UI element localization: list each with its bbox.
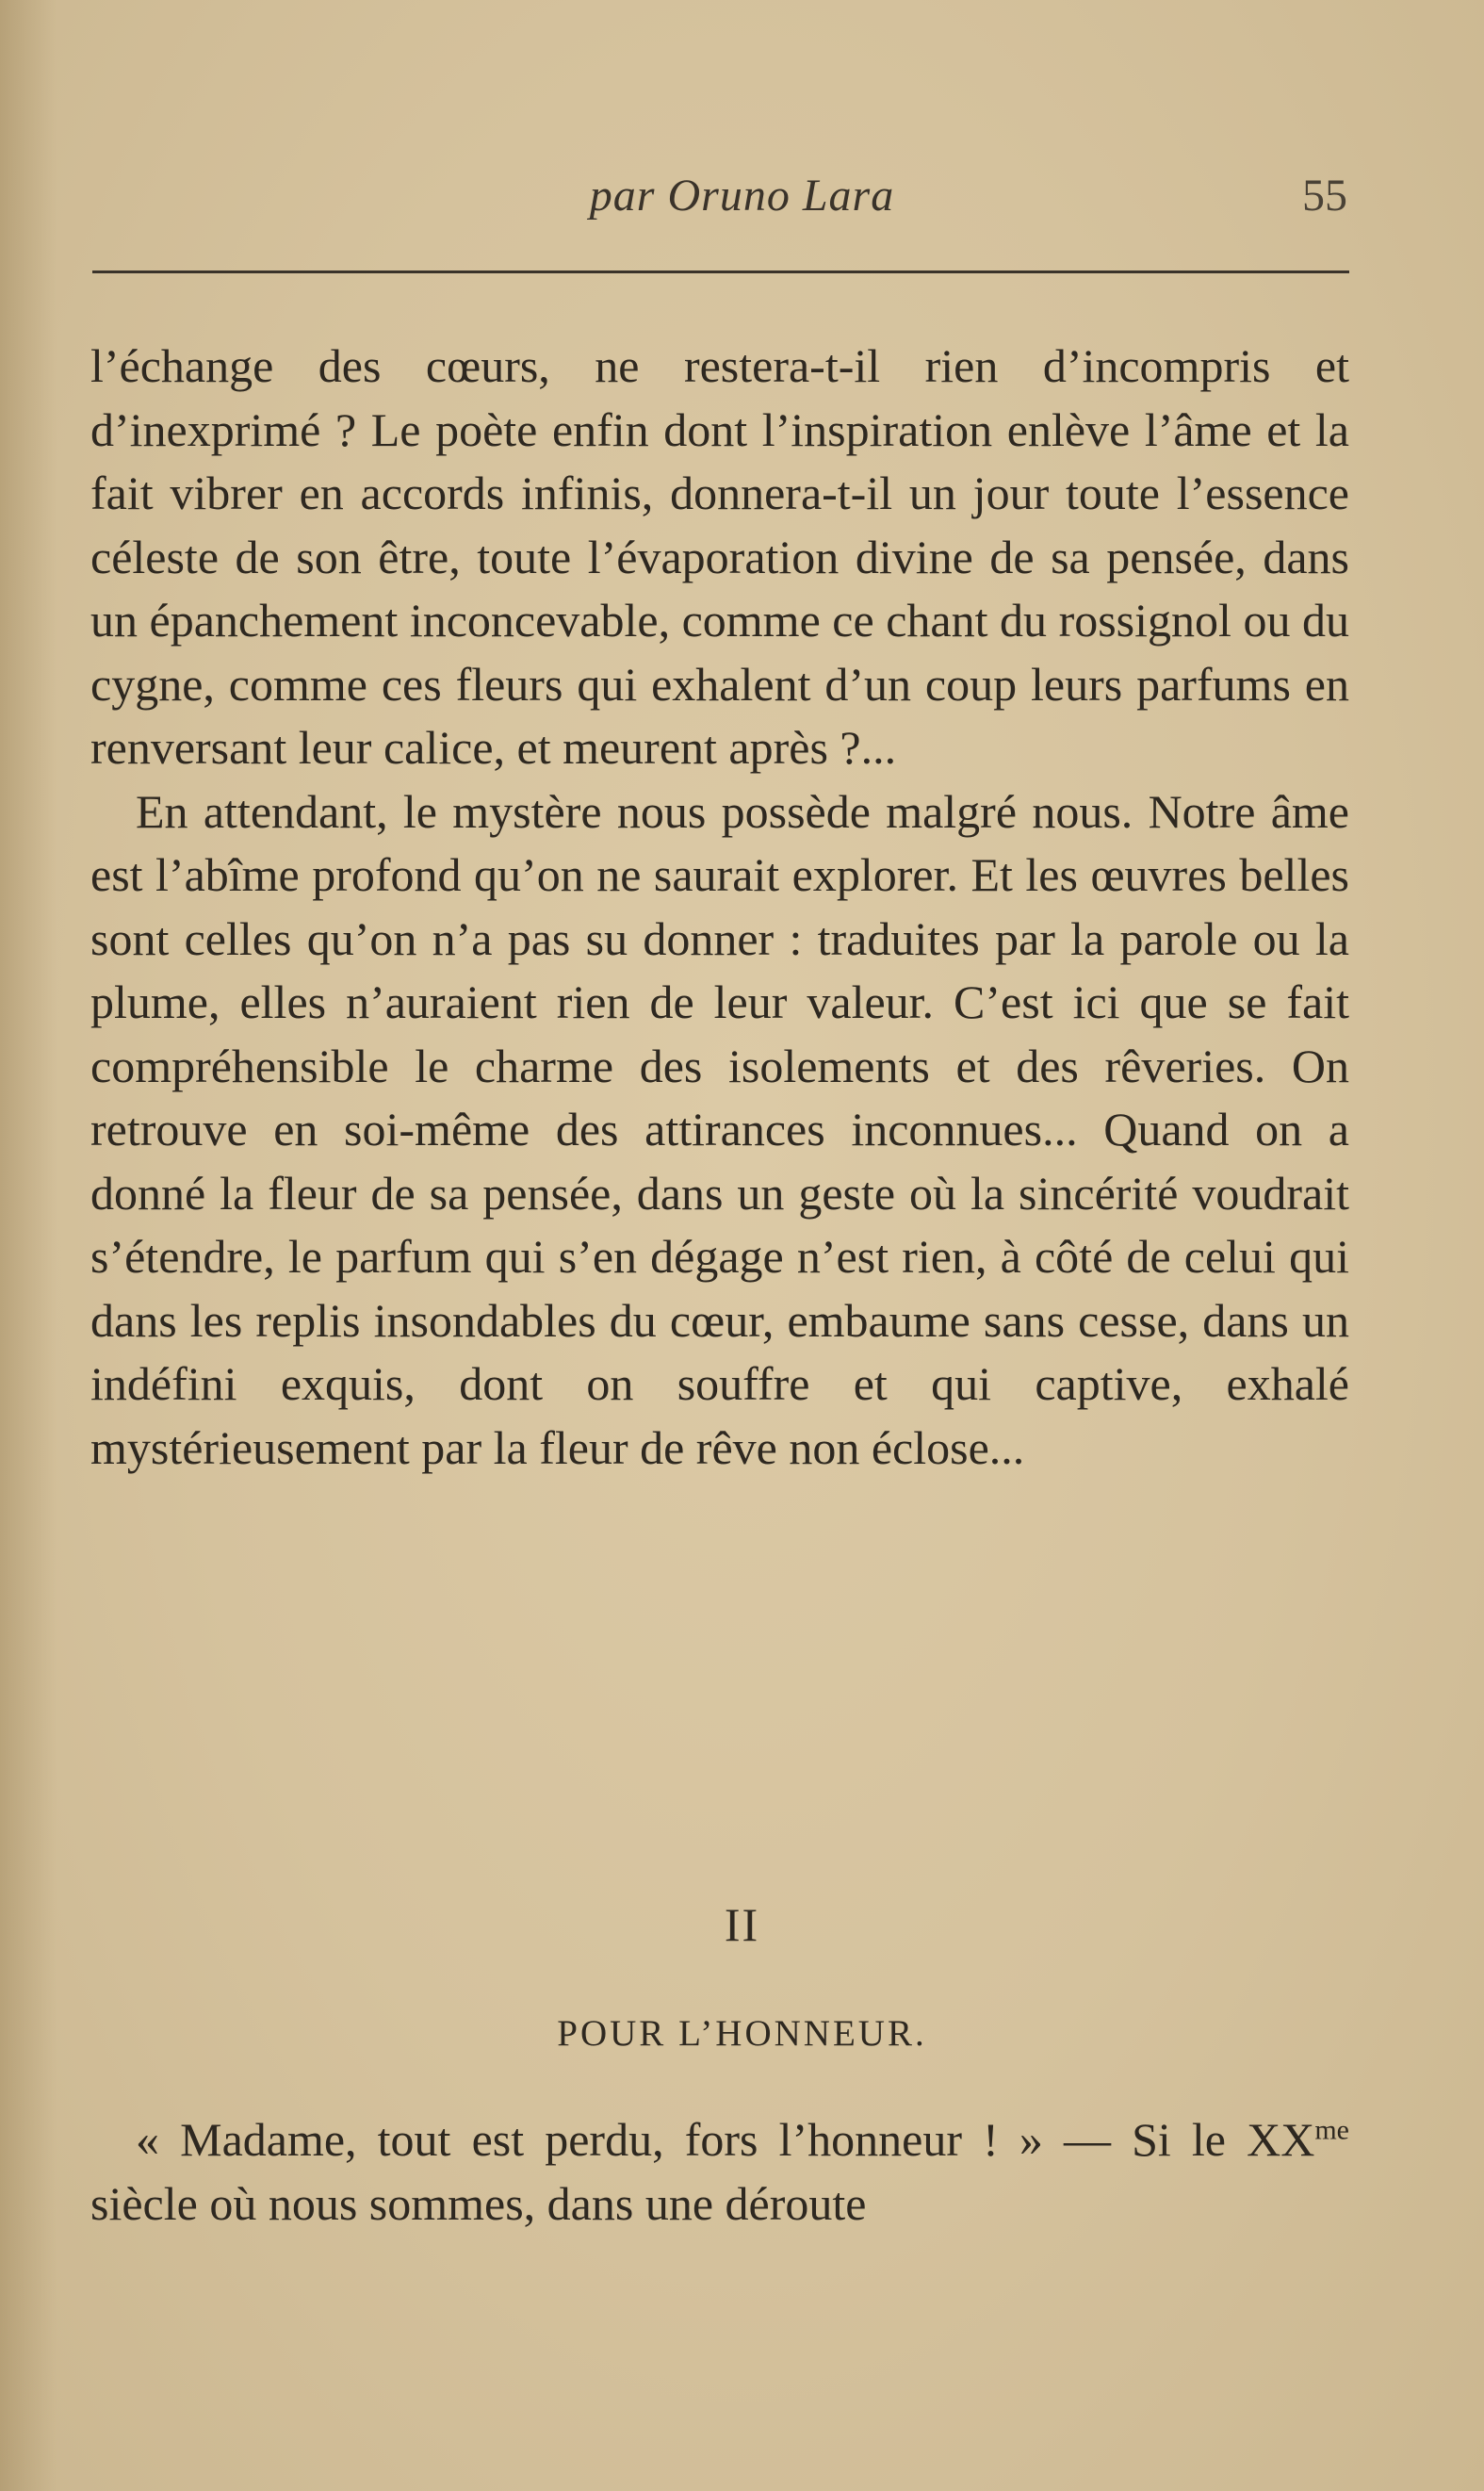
section-opening-paragraph <box>90 2108 1349 2236</box>
paragraph-continued: l’échange des cœurs, ne restera-t-il rien d’incompris et d’inexprimé ? Le poète enfin dont l’inspiration enlève l’âme et la fait vibrer en accords infinis, donnera-t-il un jour toute l’essence céleste de son être, toute l’évaporation divine de sa pensée, dans un épanchement inconcevable, comme ce chant du rossignol ou du cygne, comme ces fleurs qui exhalent d’un coup leurs parfums en renversant leur calice, et meurent après ?... <box>90 339 1349 774</box>
century-superscript: me <box>1314 2114 1349 2146</box>
section-body <box>90 2108 1349 2236</box>
opening-text-start: « Madame, tout est perdu, fors l’honneur ! » — Si le XX <box>136 2113 1315 2166</box>
page-edge-shadow <box>0 0 57 2491</box>
header-rule <box>92 270 1349 273</box>
body-text <box>90 335 1349 1480</box>
opening-text-end: siècle où nous sommes, dans une déroute <box>90 2176 867 2230</box>
section-number: II <box>724 1898 760 1951</box>
section-title: POUR L’HONNEUR. <box>557 2013 927 2054</box>
page-number: 55 <box>1302 171 1347 221</box>
running-title: par Oruno Lara <box>589 171 895 221</box>
paragraph: En attendant, le mystère nous possède malgré nous. Notre âme est l’abîme profond qu’on ne saurait explorer. Et les œuvres belles sont celles qu’on n’a pas su donner : traduites par la parole ou la plume, elles n’auraient rien de leur valeur. C’est ici que se fait compréhensible le charme des isolements et des rêveries. On retrouve en soi-même des attirances inconnues... Quand on a donné la fleur de sa pensée, dans un geste où la sincérité voudrait s’étendre, le parfum qui s’en dégage n’est rien, à côté de celui qui dans les replis insondables du cœur, embaume sans cesse, dans un indéfini exquis, dont on souffre et qui captive, exhalé mystérieusement par la fleur de rêve non éclose... <box>90 784 1349 1474</box>
running-head <box>0 170 1484 236</box>
